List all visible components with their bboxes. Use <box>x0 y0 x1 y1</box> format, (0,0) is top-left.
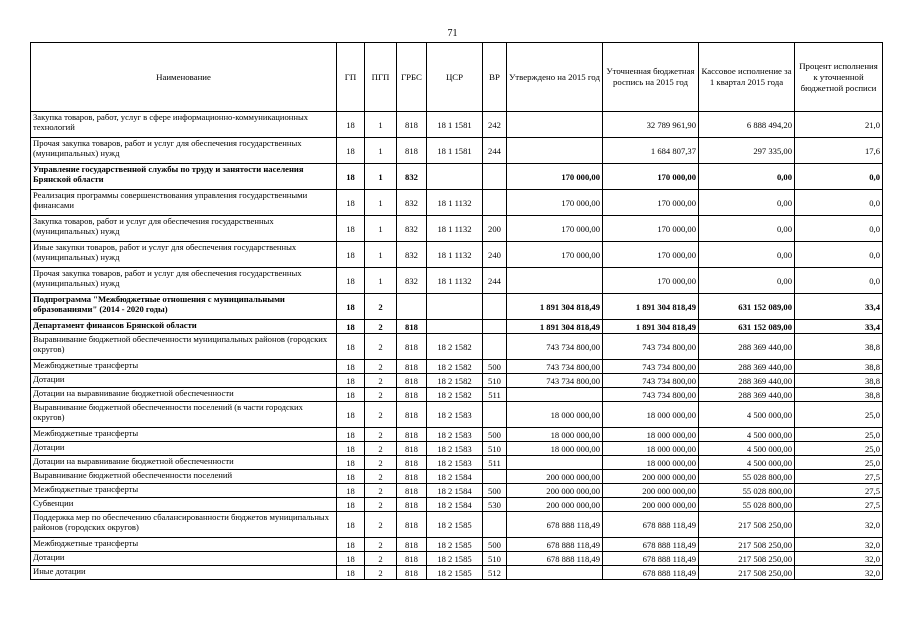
cell-ppgp: 2 <box>365 428 397 442</box>
cell-percent: 25,0 <box>795 428 883 442</box>
cell-percent: 27,5 <box>795 498 883 512</box>
cell-cash: 6 888 494,20 <box>699 112 795 138</box>
cell-approved: 200 000 000,00 <box>507 498 603 512</box>
cell-vr <box>483 294 507 320</box>
cell-ppgp: 1 <box>365 242 397 268</box>
cell-refined: 32 789 961,90 <box>603 112 699 138</box>
cell-approved: 743 734 800,00 <box>507 374 603 388</box>
cell-approved: 18 000 000,00 <box>507 442 603 456</box>
cell-vr: 530 <box>483 498 507 512</box>
table-row <box>31 552 883 566</box>
cell-refined: 1 684 807,37 <box>603 138 699 164</box>
cell-csr: 18 2 1583 <box>427 402 483 428</box>
cell-grbs: 818 <box>397 334 427 360</box>
cell-refined: 743 734 800,00 <box>603 360 699 374</box>
cell-gp: 18 <box>337 538 365 552</box>
cell-vr: 512 <box>483 566 507 580</box>
cell-name: Реализация программы совершенствования управления государственными финансами <box>31 190 337 216</box>
cell-name: Дотации на выравнивание бюджетной обеспеченности <box>31 456 337 470</box>
cell-approved <box>507 566 603 580</box>
cell-gp: 18 <box>337 428 365 442</box>
cell-cash: 0,00 <box>699 164 795 190</box>
cell-name: Выравнивание бюджетной обеспеченности поселений <box>31 470 337 484</box>
cell-cash: 55 028 800,00 <box>699 498 795 512</box>
cell-cash: 0,00 <box>699 216 795 242</box>
cell-name: Управление государственной службы по труду и занятости населения Брянской области <box>31 164 337 190</box>
cell-vr: 500 <box>483 538 507 552</box>
cell-name: Межбюджетные трансферты <box>31 484 337 498</box>
cell-csr: 18 2 1583 <box>427 428 483 442</box>
cell-refined: 1 891 304 818,49 <box>603 294 699 320</box>
cell-csr: 18 2 1582 <box>427 374 483 388</box>
cell-gp: 18 <box>337 190 365 216</box>
cell-cash: 217 508 250,00 <box>699 538 795 552</box>
cell-vr: 242 <box>483 112 507 138</box>
cell-name: Дотации <box>31 374 337 388</box>
cell-name: Межбюджетные трансферты <box>31 538 337 552</box>
table-row <box>31 538 883 552</box>
cell-refined: 678 888 118,49 <box>603 538 699 552</box>
cell-cash: 4 500 000,00 <box>699 402 795 428</box>
cell-approved: 200 000 000,00 <box>507 470 603 484</box>
cell-vr: 511 <box>483 388 507 402</box>
cell-csr: 18 2 1585 <box>427 566 483 580</box>
cell-name: Иные дотации <box>31 566 337 580</box>
cell-refined: 743 734 800,00 <box>603 388 699 402</box>
cell-grbs: 832 <box>397 242 427 268</box>
cell-vr: 500 <box>483 484 507 498</box>
cell-csr: 18 2 1584 <box>427 470 483 484</box>
cell-grbs: 818 <box>397 512 427 538</box>
cell-refined: 1 891 304 818,49 <box>603 320 699 334</box>
cell-grbs: 818 <box>397 320 427 334</box>
cell-ppgp: 2 <box>365 484 397 498</box>
cell-refined: 18 000 000,00 <box>603 402 699 428</box>
cell-grbs: 818 <box>397 428 427 442</box>
cell-gp: 18 <box>337 456 365 470</box>
cell-grbs: 818 <box>397 112 427 138</box>
cell-grbs: 818 <box>397 484 427 498</box>
cell-percent: 38,8 <box>795 374 883 388</box>
header-percent: Процент исполнения к уточненной бюджетной росписи <box>795 43 883 112</box>
cell-csr <box>427 164 483 190</box>
table-row <box>31 164 883 190</box>
cell-percent: 32,0 <box>795 512 883 538</box>
cell-gp: 18 <box>337 320 365 334</box>
cell-cash: 217 508 250,00 <box>699 552 795 566</box>
cell-approved: 18 000 000,00 <box>507 402 603 428</box>
cell-grbs: 818 <box>397 552 427 566</box>
cell-vr: 500 <box>483 360 507 374</box>
table-row <box>31 190 883 216</box>
cell-refined: 200 000 000,00 <box>603 484 699 498</box>
cell-csr: 18 1 1132 <box>427 268 483 294</box>
header-cash: Кассовое исполнение за 1 квартал 2015 года <box>699 43 795 112</box>
cell-percent: 0,0 <box>795 268 883 294</box>
cell-grbs: 818 <box>397 388 427 402</box>
cell-ppgp: 2 <box>365 374 397 388</box>
cell-percent: 25,0 <box>795 456 883 470</box>
cell-vr <box>483 320 507 334</box>
cell-gp: 18 <box>337 484 365 498</box>
cell-grbs: 818 <box>397 538 427 552</box>
header-ppgp: ПГП <box>365 43 397 112</box>
cell-ppgp: 1 <box>365 112 397 138</box>
page-number: 71 <box>447 28 458 39</box>
cell-approved: 200 000 000,00 <box>507 484 603 498</box>
table-row <box>31 388 883 402</box>
cell-refined: 18 000 000,00 <box>603 442 699 456</box>
cell-grbs: 832 <box>397 216 427 242</box>
table-row <box>31 566 883 580</box>
cell-refined: 200 000 000,00 <box>603 470 699 484</box>
cell-cash: 288 369 440,00 <box>699 334 795 360</box>
cell-cash: 288 369 440,00 <box>699 360 795 374</box>
table-row <box>31 498 883 512</box>
cell-refined: 18 000 000,00 <box>603 428 699 442</box>
cell-name: Межбюджетные трансферты <box>31 360 337 374</box>
cell-ppgp: 1 <box>365 216 397 242</box>
cell-percent: 0,0 <box>795 190 883 216</box>
cell-cash: 55 028 800,00 <box>699 484 795 498</box>
cell-cash: 297 335,00 <box>699 138 795 164</box>
cell-cash: 0,00 <box>699 268 795 294</box>
cell-csr: 18 2 1585 <box>427 512 483 538</box>
cell-percent: 32,0 <box>795 552 883 566</box>
cell-approved: 1 891 304 818,49 <box>507 294 603 320</box>
cell-cash: 288 369 440,00 <box>699 388 795 402</box>
cell-name: Дотации <box>31 552 337 566</box>
cell-approved <box>507 268 603 294</box>
cell-name: Иные закупки товаров, работ и услуг для обеспечения государственных (муниципальных) нужд <box>31 242 337 268</box>
budget-table <box>30 42 883 580</box>
cell-csr: 18 2 1583 <box>427 442 483 456</box>
cell-cash: 4 500 000,00 <box>699 442 795 456</box>
cell-approved: 743 734 800,00 <box>507 360 603 374</box>
table-row <box>31 138 883 164</box>
cell-percent: 32,0 <box>795 538 883 552</box>
cell-cash: 288 369 440,00 <box>699 374 795 388</box>
table-body <box>31 112 883 580</box>
cell-csr: 18 1 1132 <box>427 190 483 216</box>
cell-name: Выравнивание бюджетной обеспеченности поселений (в части городских округов) <box>31 402 337 428</box>
cell-approved <box>507 138 603 164</box>
cell-name: Дотации <box>31 442 337 456</box>
cell-approved: 170 000,00 <box>507 242 603 268</box>
cell-grbs: 818 <box>397 374 427 388</box>
cell-csr: 18 1 1132 <box>427 242 483 268</box>
cell-approved <box>507 456 603 470</box>
cell-csr: 18 2 1584 <box>427 498 483 512</box>
cell-gp: 18 <box>337 334 365 360</box>
cell-cash: 4 500 000,00 <box>699 428 795 442</box>
cell-grbs: 832 <box>397 268 427 294</box>
cell-refined: 678 888 118,49 <box>603 566 699 580</box>
cell-vr <box>483 334 507 360</box>
cell-ppgp: 2 <box>365 320 397 334</box>
header-vr: ВР <box>483 43 507 112</box>
cell-approved: 1 891 304 818,49 <box>507 320 603 334</box>
cell-ppgp: 2 <box>365 470 397 484</box>
cell-gp: 18 <box>337 164 365 190</box>
cell-vr: 510 <box>483 442 507 456</box>
table-row <box>31 470 883 484</box>
cell-refined: 170 000,00 <box>603 216 699 242</box>
cell-grbs: 818 <box>397 138 427 164</box>
cell-gp: 18 <box>337 402 365 428</box>
cell-vr: 244 <box>483 268 507 294</box>
table-row <box>31 216 883 242</box>
cell-approved: 678 888 118,49 <box>507 552 603 566</box>
table-row <box>31 320 883 334</box>
cell-name: Поддержка мер по обеспечению сбалансированности бюджетов муниципальных районов (городских округов) <box>31 512 337 538</box>
cell-vr: 500 <box>483 428 507 442</box>
cell-approved <box>507 388 603 402</box>
cell-ppgp: 2 <box>365 552 397 566</box>
cell-vr: 510 <box>483 552 507 566</box>
cell-gp: 18 <box>337 268 365 294</box>
cell-approved: 170 000,00 <box>507 216 603 242</box>
cell-gp: 18 <box>337 360 365 374</box>
cell-cash: 631 152 089,00 <box>699 320 795 334</box>
cell-grbs <box>397 294 427 320</box>
cell-ppgp: 2 <box>365 294 397 320</box>
cell-vr <box>483 402 507 428</box>
table-row <box>31 268 883 294</box>
cell-ppgp: 1 <box>365 190 397 216</box>
cell-percent: 17,6 <box>795 138 883 164</box>
cell-grbs: 832 <box>397 190 427 216</box>
cell-ppgp: 2 <box>365 402 397 428</box>
cell-name: Департамент финансов Брянской области <box>31 320 337 334</box>
cell-gp: 18 <box>337 216 365 242</box>
cell-ppgp: 1 <box>365 268 397 294</box>
cell-name: Субвенции <box>31 498 337 512</box>
cell-csr: 18 1 1581 <box>427 138 483 164</box>
table-row <box>31 484 883 498</box>
cell-percent: 33,4 <box>795 320 883 334</box>
table-row <box>31 242 883 268</box>
cell-cash: 0,00 <box>699 190 795 216</box>
cell-ppgp: 2 <box>365 360 397 374</box>
table-row <box>31 512 883 538</box>
cell-vr <box>483 190 507 216</box>
cell-vr: 510 <box>483 374 507 388</box>
cell-csr <box>427 294 483 320</box>
cell-percent: 21,0 <box>795 112 883 138</box>
cell-approved <box>507 112 603 138</box>
cell-name: Дотации на выравнивание бюджетной обеспеченности <box>31 388 337 402</box>
table-header-row <box>31 43 883 112</box>
cell-percent: 33,4 <box>795 294 883 320</box>
header-gp: ГП <box>337 43 365 112</box>
cell-refined: 170 000,00 <box>603 190 699 216</box>
cell-percent: 38,8 <box>795 334 883 360</box>
cell-percent: 0,0 <box>795 164 883 190</box>
cell-grbs: 818 <box>397 442 427 456</box>
cell-ppgp: 1 <box>365 164 397 190</box>
cell-grbs: 818 <box>397 470 427 484</box>
cell-percent: 38,8 <box>795 360 883 374</box>
cell-cash: 4 500 000,00 <box>699 456 795 470</box>
cell-ppgp: 2 <box>365 334 397 360</box>
cell-ppgp: 2 <box>365 388 397 402</box>
cell-refined: 170 000,00 <box>603 242 699 268</box>
cell-name: Выравнивание бюджетной обеспеченности муниципальных районов (городских округов) <box>31 334 337 360</box>
cell-ppgp: 2 <box>365 442 397 456</box>
cell-gp: 18 <box>337 242 365 268</box>
cell-name: Закупка товаров, работ и услуг для обеспечения государственных (муниципальных) нужд <box>31 216 337 242</box>
cell-refined: 200 000 000,00 <box>603 498 699 512</box>
cell-ppgp: 2 <box>365 566 397 580</box>
cell-cash: 631 152 089,00 <box>699 294 795 320</box>
cell-vr <box>483 164 507 190</box>
cell-grbs: 818 <box>397 498 427 512</box>
cell-name: Подпрограмма "Межбюджетные отношения с муниципальными образованиями" (2014 - 2020 годы) <box>31 294 337 320</box>
cell-name: Закупка товаров, работ, услуг в сфере информационно-коммуникационных технологий <box>31 112 337 138</box>
cell-cash: 217 508 250,00 <box>699 566 795 580</box>
header-refined: Уточненная бюджетная роспись на 2015 год <box>603 43 699 112</box>
cell-grbs: 818 <box>397 402 427 428</box>
cell-refined: 678 888 118,49 <box>603 552 699 566</box>
cell-csr: 18 2 1585 <box>427 538 483 552</box>
cell-cash: 217 508 250,00 <box>699 512 795 538</box>
table-row <box>31 334 883 360</box>
cell-vr: 244 <box>483 138 507 164</box>
cell-refined: 743 734 800,00 <box>603 334 699 360</box>
cell-percent: 25,0 <box>795 402 883 428</box>
cell-approved: 170 000,00 <box>507 164 603 190</box>
cell-refined: 170 000,00 <box>603 164 699 190</box>
table-row <box>31 294 883 320</box>
cell-grbs: 818 <box>397 360 427 374</box>
cell-grbs: 818 <box>397 566 427 580</box>
cell-csr <box>427 320 483 334</box>
cell-approved: 678 888 118,49 <box>507 512 603 538</box>
cell-ppgp: 2 <box>365 512 397 538</box>
cell-approved: 678 888 118,49 <box>507 538 603 552</box>
cell-csr: 18 2 1585 <box>427 552 483 566</box>
cell-ppgp: 2 <box>365 498 397 512</box>
cell-vr: 200 <box>483 216 507 242</box>
cell-percent: 0,0 <box>795 216 883 242</box>
cell-name: Межбюджетные трансферты <box>31 428 337 442</box>
table-row <box>31 360 883 374</box>
cell-csr: 18 2 1582 <box>427 388 483 402</box>
cell-percent: 38,8 <box>795 388 883 402</box>
cell-vr: 240 <box>483 242 507 268</box>
cell-approved: 170 000,00 <box>507 190 603 216</box>
cell-csr: 18 1 1581 <box>427 112 483 138</box>
cell-csr: 18 2 1582 <box>427 360 483 374</box>
cell-gp: 18 <box>337 470 365 484</box>
cell-gp: 18 <box>337 374 365 388</box>
cell-grbs: 818 <box>397 456 427 470</box>
table-row <box>31 428 883 442</box>
cell-cash: 55 028 800,00 <box>699 470 795 484</box>
cell-vr: 511 <box>483 456 507 470</box>
cell-csr: 18 2 1582 <box>427 334 483 360</box>
table-row <box>31 442 883 456</box>
cell-gp: 18 <box>337 138 365 164</box>
table-row <box>31 374 883 388</box>
cell-gp: 18 <box>337 442 365 456</box>
cell-ppgp: 2 <box>365 456 397 470</box>
cell-refined: 18 000 000,00 <box>603 456 699 470</box>
table-row <box>31 112 883 138</box>
cell-approved: 743 734 800,00 <box>507 334 603 360</box>
cell-gp: 18 <box>337 498 365 512</box>
cell-refined: 743 734 800,00 <box>603 374 699 388</box>
cell-name: Прочая закупка товаров, работ и услуг для обеспечения государственных (муниципальных) нужд <box>31 268 337 294</box>
cell-grbs: 832 <box>397 164 427 190</box>
cell-percent: 27,5 <box>795 470 883 484</box>
cell-percent: 25,0 <box>795 442 883 456</box>
cell-gp: 18 <box>337 552 365 566</box>
header-csr: ЦСР <box>427 43 483 112</box>
table-row <box>31 402 883 428</box>
cell-percent: 27,5 <box>795 484 883 498</box>
cell-ppgp: 2 <box>365 538 397 552</box>
cell-gp: 18 <box>337 512 365 538</box>
header-name: Наименование <box>31 43 337 112</box>
cell-refined: 170 000,00 <box>603 268 699 294</box>
cell-gp: 18 <box>337 388 365 402</box>
cell-refined: 678 888 118,49 <box>603 512 699 538</box>
cell-gp: 18 <box>337 112 365 138</box>
cell-approved: 18 000 000,00 <box>507 428 603 442</box>
cell-cash: 0,00 <box>699 242 795 268</box>
cell-csr: 18 1 1132 <box>427 216 483 242</box>
cell-vr <box>483 470 507 484</box>
cell-gp: 18 <box>337 566 365 580</box>
cell-percent: 32,0 <box>795 566 883 580</box>
cell-csr: 18 2 1584 <box>427 484 483 498</box>
header-grbs: ГРБС <box>397 43 427 112</box>
cell-name: Прочая закупка товаров, работ и услуг для обеспечения государственных (муниципальных) нужд <box>31 138 337 164</box>
header-approved: Утверждено на 2015 год <box>507 43 603 112</box>
cell-ppgp: 1 <box>365 138 397 164</box>
cell-csr: 18 2 1583 <box>427 456 483 470</box>
cell-vr <box>483 512 507 538</box>
cell-gp: 18 <box>337 294 365 320</box>
table-row <box>31 456 883 470</box>
cell-percent: 0,0 <box>795 242 883 268</box>
